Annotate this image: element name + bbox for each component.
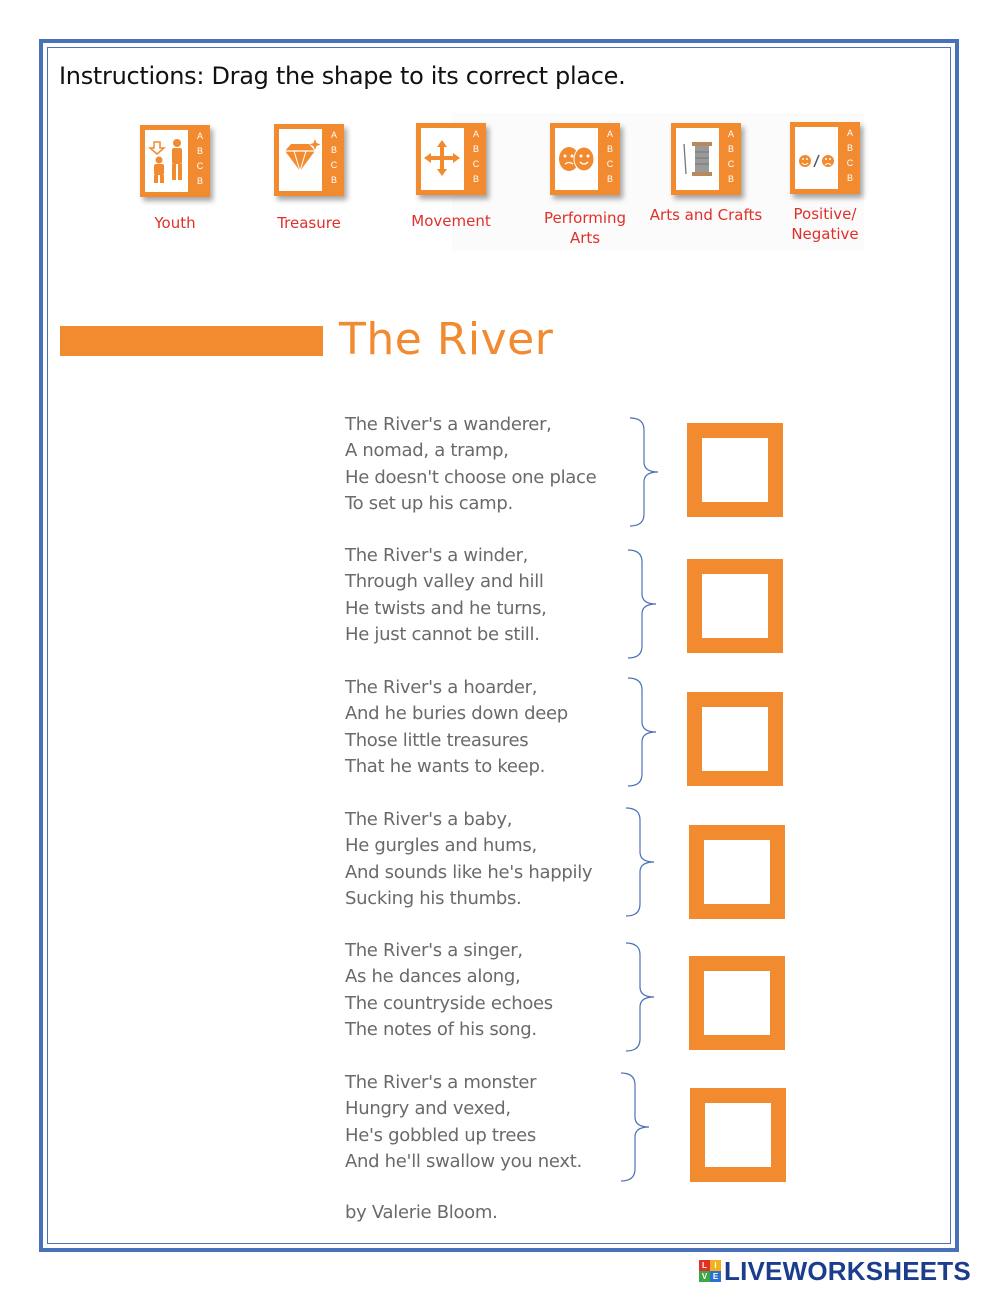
stanza-6 xyxy=(345,1070,635,1175)
drop-target-2[interactable] xyxy=(687,559,783,653)
tile-box xyxy=(274,124,344,196)
tile-box xyxy=(790,122,860,194)
poem-line: The River's a winder, xyxy=(345,545,529,566)
drag-tile-positive-negative[interactable] xyxy=(790,122,870,258)
tile-letters: A B C B xyxy=(330,130,338,185)
tile-label: Arts and Crafts xyxy=(649,206,763,224)
drag-tile-youth[interactable] xyxy=(140,125,220,261)
diamond-icon xyxy=(279,129,322,191)
tile-letters: A B C B xyxy=(727,129,735,184)
tile-label: Movement xyxy=(411,212,491,230)
brace-2 xyxy=(626,548,658,660)
stanza-5 xyxy=(345,938,635,1043)
poem-line: Through valley and hill xyxy=(345,571,544,593)
liveworksheets-brand[interactable] xyxy=(699,1256,971,1286)
poem-line: That he wants to keep. xyxy=(345,755,546,777)
drag-tile-movement[interactable] xyxy=(411,123,496,259)
poem-author: by Valerie Bloom. xyxy=(345,1202,498,1223)
tile-letters: A B C B xyxy=(196,131,204,186)
brand-text: LIVEWORKSHEETS xyxy=(724,1255,971,1286)
happy-sad-faces-icon xyxy=(795,127,838,189)
tile-box xyxy=(550,123,620,195)
stanza-3 xyxy=(345,675,635,780)
brace-6 xyxy=(619,1071,651,1183)
drop-target-1[interactable] xyxy=(687,423,783,517)
poem-line: He's gobbled up trees xyxy=(345,1124,537,1146)
poem-line: He twists and he turns, xyxy=(345,597,547,619)
poem-line: The River's a singer, xyxy=(345,940,523,961)
move-arrows-icon xyxy=(421,128,464,190)
drop-target-3[interactable] xyxy=(687,692,783,786)
liveworksheets-logo-icon: L I V E xyxy=(699,1260,721,1282)
tile-box xyxy=(140,125,210,197)
poem-line: And sounds like he's happily xyxy=(345,861,593,883)
tile-letters: A B C B xyxy=(606,129,614,184)
instructions-text: Instructions: Drag the shape to its correct place. xyxy=(59,62,626,90)
tile-label: Treasure xyxy=(277,214,341,232)
brace-3 xyxy=(626,676,658,788)
thread-spool-icon xyxy=(676,128,719,190)
tile-letters: A B C B xyxy=(472,129,480,184)
tile-label: Positive/ Negative xyxy=(791,205,859,243)
tile-label: Performing Arts xyxy=(543,209,627,247)
poem-line: The River's a hoarder, xyxy=(345,677,538,698)
tile-letters: A B C B xyxy=(846,128,854,183)
poem-line: Hungry and vexed, xyxy=(345,1098,511,1120)
poem-line: The countryside echoes xyxy=(345,992,553,1014)
poem-line: The River's a wanderer, xyxy=(345,414,552,435)
poem-line: He gurgles and hums, xyxy=(345,835,537,857)
drag-tile-performing-arts[interactable] xyxy=(543,123,630,259)
stanza-2 xyxy=(345,543,635,648)
drag-tile-arts-and-crafts[interactable] xyxy=(649,123,763,259)
stanza-4 xyxy=(345,807,635,912)
poem-line: As he dances along, xyxy=(345,966,521,988)
drop-target-4[interactable] xyxy=(689,825,785,919)
brace-4 xyxy=(624,806,656,918)
drop-target-5[interactable] xyxy=(689,956,785,1050)
poem-line: Those little treasures xyxy=(345,729,529,751)
poem-title: The River xyxy=(339,314,554,365)
poem-line: And he'll swallow you next. xyxy=(345,1150,582,1172)
title-bar xyxy=(60,326,323,356)
poem-line: He doesn't choose one place xyxy=(345,466,597,488)
tile-box xyxy=(416,123,486,195)
poem-line: Sucking his thumbs. xyxy=(345,887,522,909)
theatre-masks-icon xyxy=(555,128,598,190)
brace-1 xyxy=(628,416,660,528)
poem-line: A nomad, a tramp, xyxy=(345,440,509,462)
family-icon xyxy=(145,130,188,192)
poem-line: The notes of his song. xyxy=(345,1018,537,1040)
brace-5 xyxy=(624,941,656,1053)
drag-tile-treasure[interactable] xyxy=(274,124,354,260)
poem-line: And he buries down deep xyxy=(345,703,568,725)
poem-line: To set up his camp. xyxy=(345,492,513,514)
tile-box xyxy=(671,123,741,195)
poem-line: The River's a baby, xyxy=(345,809,513,830)
poem-line: He just cannot be still. xyxy=(345,623,540,645)
stanza-1 xyxy=(345,412,635,517)
tile-label: Youth xyxy=(154,214,196,232)
drop-target-6[interactable] xyxy=(690,1088,786,1182)
poem-line: The River's a monster xyxy=(345,1072,537,1093)
